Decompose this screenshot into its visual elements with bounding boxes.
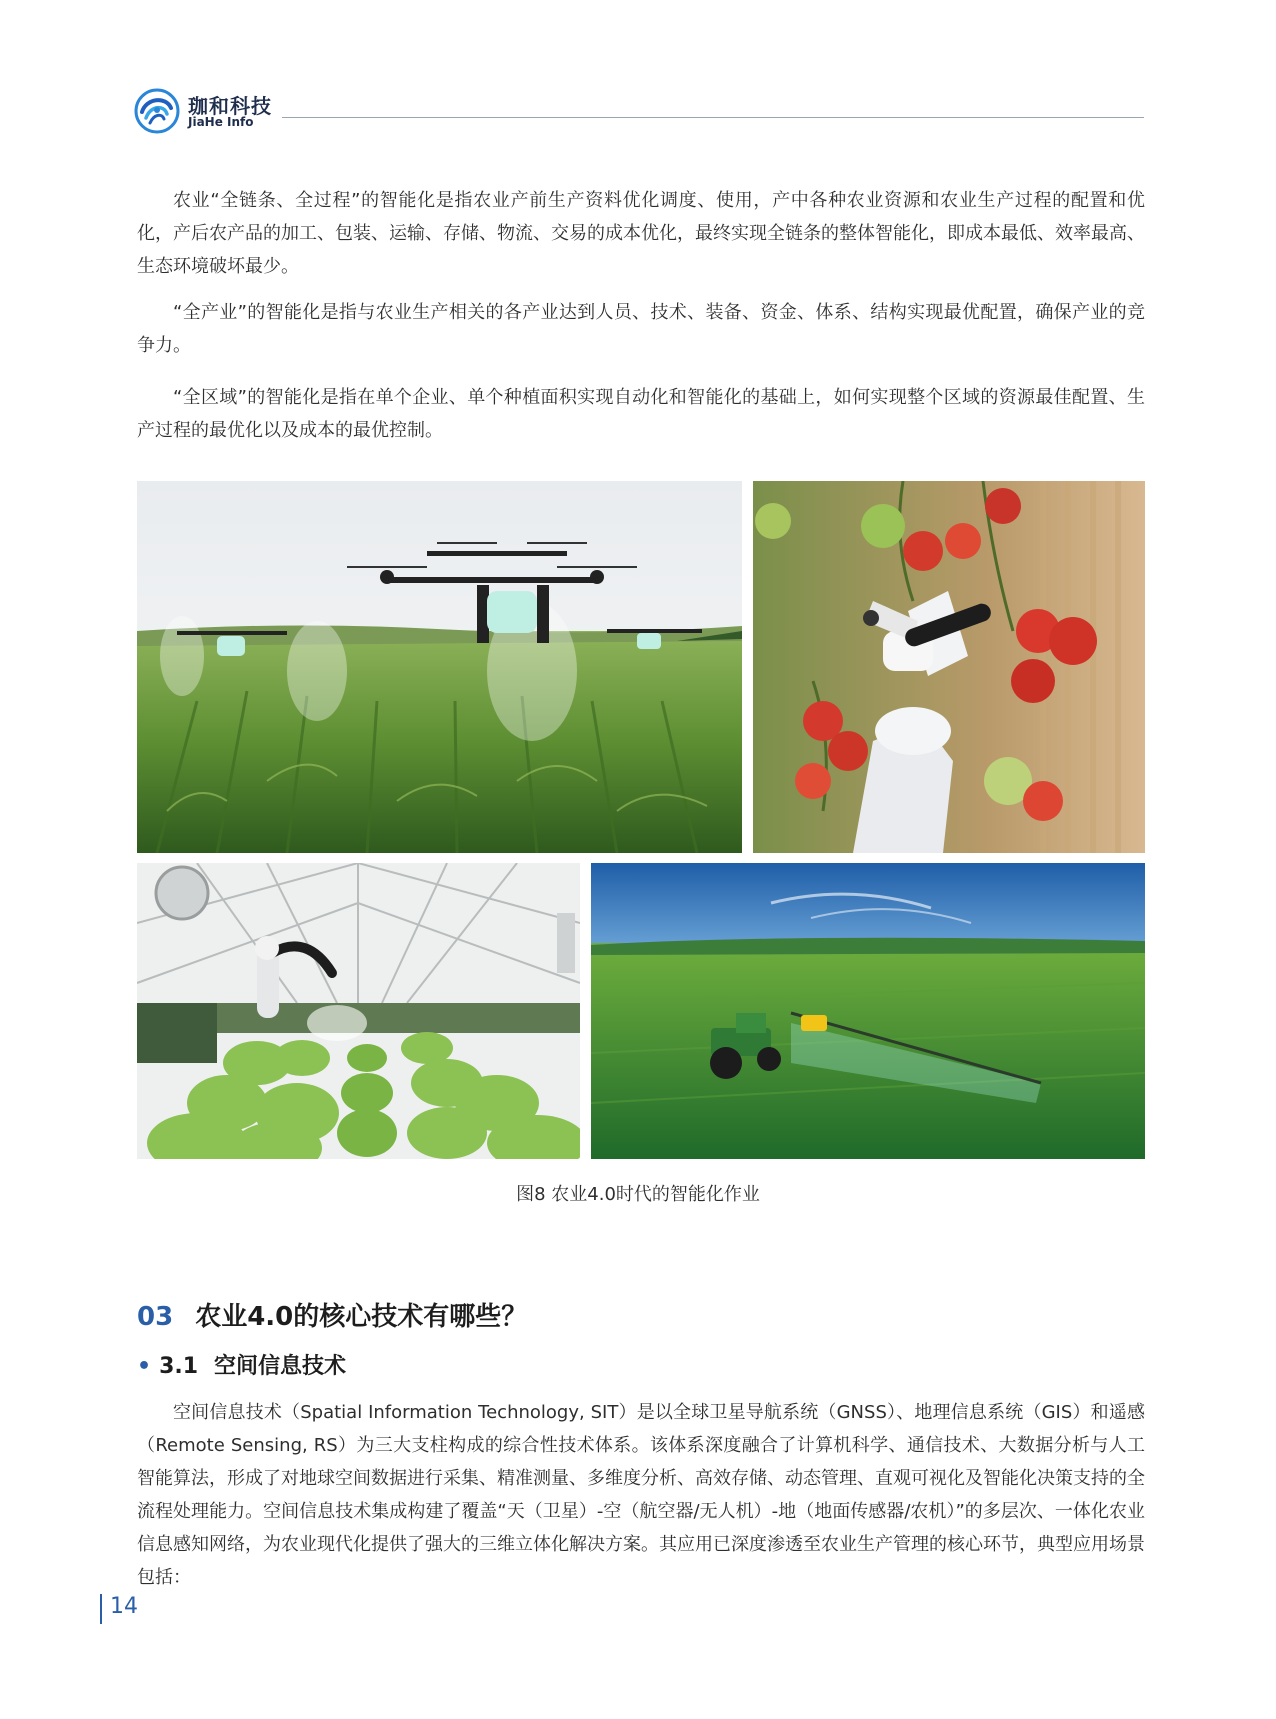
intro-paragraph-2 [137, 296, 1145, 362]
section-number: 03 [137, 1302, 174, 1332]
photo-robot-arm-picking-tomatoes [753, 481, 1145, 853]
paragraph-text: “全区域”的智能化是指在单个企业、单个种植面积实现自动化和智能化的基础上，如何实现整个区域的资源最佳配置、生产过程的最优化以及成本的最优控制。 [137, 387, 1145, 441]
paragraph-text: “全产业”的智能化是指与农业生产相关的各产业达到人员、技术、装备、资金、体系、结构实现最优配置，确保产业的竞争力。 [137, 302, 1145, 356]
intro-paragraph-3 [137, 381, 1145, 447]
section-title: 农业4.0的核心技术有哪些？ [195, 1302, 528, 1332]
header-divider [282, 117, 1144, 118]
page-number: 14 [100, 1594, 138, 1624]
page-header [134, 84, 1144, 134]
brand-name-en: JiaHe Info [188, 115, 254, 129]
intro-paragraph-1 [137, 184, 1145, 283]
photo-greenhouse-robot-lettuce [137, 863, 580, 1159]
body-paragraph [137, 1396, 1145, 1594]
brand-name-cn: 珈和科技 [188, 94, 272, 118]
subsection-number: 3.1 [159, 1354, 199, 1379]
photo-drones-spraying-cornfield [137, 481, 742, 853]
section-heading [137, 1296, 527, 1336]
paragraph-text: 农业“全链条、全过程”的智能化是指农业产前生产资料优化调度、使用，产中各种农业资源和农业生产过程的配置和优化，产后农产品的加工、包装、运输、存储、物流、交易的成本优化，最终实现全链条的整体智能化，即成本最低、效率最高、生态环境破坏最少。 [137, 190, 1145, 277]
subsection-heading [137, 1349, 346, 1383]
swirl-globe-logo-icon [134, 88, 180, 134]
paragraph-text: 空间信息技术（Spatial Information Technology, SIT）是以全球卫星导航系统（GNSS）、地理信息系统（GIS）和遥感（Remote Sensing, RS）为三大支柱构成的综合性技术体系。该体系深度融合了计算机科学、通信技术、大数据分析与人工智能算法，形成了对地球空间数据进行采集、精准测量、多维度分析、高效存储、动态管理、直观可视化及智能化决策支持的全流程处理能力。空间信息技术集成构建了覆盖“天（卫星）-空（航空器/无人机）-地（地面传感器/农机）”的多层次、一体化农业信息感知网络，为农业现代化提供了强大的三维立体化解决方案。其应用已深度渗透至农业生产管理的核心环节，典型应用场景包括： [137, 1402, 1145, 1588]
bullet-icon: • [137, 1354, 152, 1379]
photo-tractor-spraying-field [591, 863, 1145, 1159]
subsection-title: 空间信息技术 [214, 1354, 347, 1379]
figure-caption: 图8 农业4.0时代的智能化作业 [516, 1184, 760, 1205]
